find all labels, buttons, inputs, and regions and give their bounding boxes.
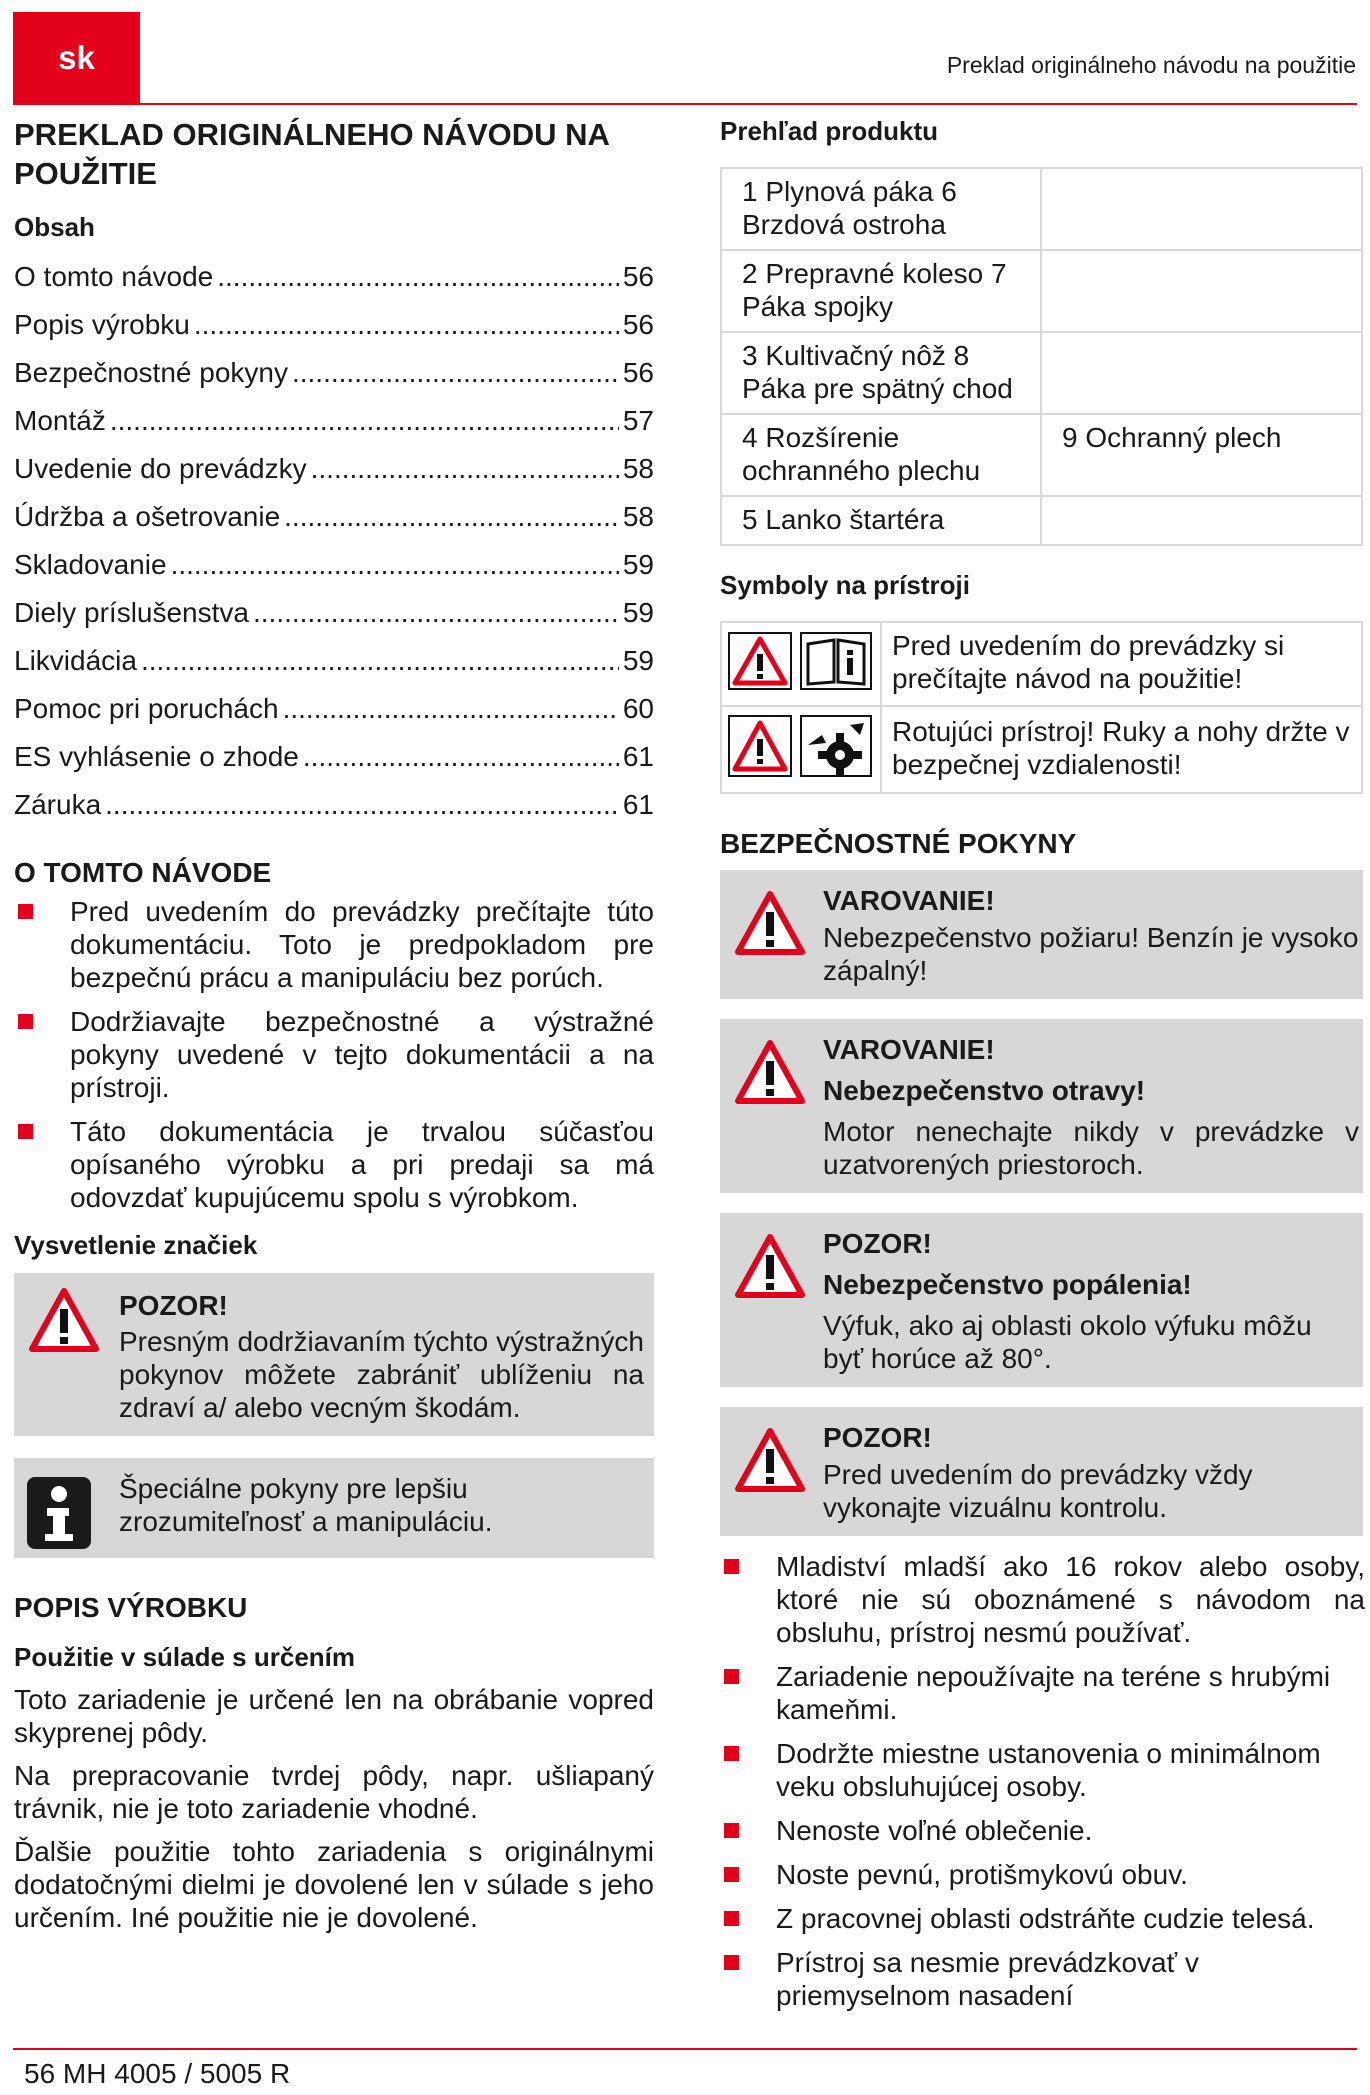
toc-entry-label: Diely príslušenstva [14,596,249,628]
toc-entry-page: 56 [622,308,654,340]
warning-icon [734,1427,806,1498]
toc-entry-label: Likvidácia [14,644,137,676]
warning-title: VAROVANIE! [823,1034,995,1065]
toc-entry-page: 57 [622,404,654,436]
warning-icon [734,1039,806,1110]
symbols-table [720,621,1363,794]
list-item: Dodržte miestne ustanovenia o minimálnom veku obsluhujúcej osoby. [720,1737,1365,1803]
warning-text: Nebezpečenstvo požiaru! Benzín je vysoko zápalný! [823,922,1359,986]
toc-entry[interactable] [14,301,654,349]
table-cell [1041,332,1362,414]
table-cell: 1 Plynová páka 6 Brzdová ostroha [721,168,1041,250]
header-divider [13,103,1357,105]
page-header-title: Preklad originálneho návodu na použitie [946,52,1356,78]
table-cell [1041,168,1362,250]
manual-icon [800,632,872,697]
table-cell [1041,250,1362,332]
legend-info-notice [14,1458,654,1558]
list-item: Táto dokumentácia je trvalou súčasťou opísaného výrobku a pri predaji sa má odovzdať kupujúcemu spolu s výrobkom. [14,1115,654,1214]
toc-entry[interactable] [14,253,654,301]
info-text: Špeciálne pokyny pre lepšiu zrozumiteľnosť a manipuláciu. [119,1472,493,1537]
toc-dots [283,685,619,733]
list-item: Mladiství mladší ako 16 rokov alebo osoby, ktoré nie sú oboznámené s návodom na obsluhu, prístroj nesmú používať. [720,1550,1365,1649]
warning-title: VAROVANIE! [823,885,995,916]
symbol-icons [721,706,881,793]
table-of-contents [14,253,654,829]
toc-entry-page: 59 [622,644,654,676]
warning-title: POZOR! [823,1422,932,1453]
main-title: PREKLAD ORIGINÁLNEHO NÁVODU NA POUŽITIE [14,117,609,191]
toc-entry-label: Montáž [14,404,106,436]
warning-subtitle: Nebezpečenstvo popálenia! [823,1269,1192,1300]
toc-entry[interactable] [14,445,654,493]
table-row [721,168,1362,250]
intended-use-title: Použitie v súlade s určením [14,1641,355,1672]
toc-dots [141,637,619,685]
table-cell [1041,496,1362,545]
about-bullet-list [14,895,654,1214]
toc-dots [110,397,619,445]
toc-entry-page: 61 [622,740,654,772]
page-footer: 56 MH 4005 / 5005 R [24,2058,291,2089]
toc-entry-label: ES vyhlásenie o zhode [14,740,299,772]
toc-entry-label: Uvedenie do prevádzky [14,452,307,484]
footer-divider [13,2048,1357,2050]
list-item: Noste pevnú, protišmykovú obuv. [720,1858,1365,1891]
toc-dots [303,733,619,781]
warning-subtitle: Nebezpečenstvo otravy! [823,1075,1146,1106]
warning-icon [28,1287,100,1358]
intended-use-paragraph: Na prepracovanie tvrdej pôdy, napr. ušliapaný trávnik, nie je toto zariadenie vhodné. [14,1759,654,1824]
table-row [721,250,1362,332]
toc-entry-page: 59 [622,548,654,580]
toc-entry[interactable] [14,349,654,397]
toc-dots [292,349,619,397]
rotating-tool-icon [800,715,872,784]
toc-dots [253,589,619,637]
table-cell: 2 Prepravné koleso 7 Páka spojky [721,250,1041,332]
left-column [14,110,654,1944]
toc-entry-page: 58 [622,500,654,532]
warning-box-fire [720,870,1363,999]
toc-entry-label: Bezpečnostné pokyny [14,356,288,388]
toc-dots [171,541,619,589]
safety-section-title: BEZPEČNOSTNÉ POKYNY [720,828,1077,859]
legend-title: Vysvetlenie značiek [14,1229,258,1260]
toc-entry[interactable] [14,781,654,829]
toc-entry[interactable] [14,397,654,445]
table-cell: 9 Ochranný plech [1041,414,1362,496]
toc-entry[interactable] [14,733,654,781]
overview-title: Prehľad produktu [720,116,939,146]
toc-entry-page: 58 [622,452,654,484]
toc-entry-label: Skladovanie [14,548,167,580]
about-section-title: O TOMTO NÁVODE [14,856,272,888]
toc-entry-label: O tomto návode [14,260,214,292]
toc-entry[interactable] [14,589,654,637]
list-item: Dodržiavajte bezpečnostné a výstražné pokyny uvedené v tejto dokumentácii a na prístroji. [14,1005,654,1104]
notice-title: POZOR! [119,1289,228,1321]
table-cell: 4 Rozšírenie ochranného plechu [721,414,1041,496]
intended-use-paragraph: Ďalšie použitie tohto zariadenia s originálnymi dodatočnými dielmi je dovolené len v súlade s jeho určením. Iné použitie nie je dovolené. [14,1835,654,1933]
warning-box-inspection [720,1407,1363,1536]
product-overview-table [720,167,1363,546]
toc-entry-page: 59 [622,596,654,628]
symbols-title: Symboly na prístroji [720,570,970,600]
table-cell: 5 Lanko štartéra [721,496,1041,545]
warning-icon [728,715,792,784]
toc-entry-label: Popis výrobku [14,308,190,340]
toc-dots [217,253,619,301]
table-row [721,414,1362,496]
toc-dots [284,493,619,541]
warning-box-burn [720,1213,1363,1387]
list-item: Pred uvedením do prevádzky prečítajte túto dokumentáciu. Toto je predpokladom pre bezpečnú prácu a manipuláciu bez porúch. [14,895,654,994]
warning-text: Motor nenechajte nikdy v prevádzke v uzatvorených priestoroch. [823,1116,1359,1180]
warning-icon [734,890,806,961]
symbol-description: Rotujúci prístroj! Ruky a nohy držte v bezpečnej vzdialenosti! [881,706,1362,793]
toc-entry-page: 56 [622,356,654,388]
toc-entry[interactable] [14,493,654,541]
toc-entry-label: Údržba a ošetrovanie [14,500,281,532]
info-icon [26,1476,92,1555]
warning-icon [728,632,792,697]
language-tab: sk [13,12,140,104]
table-row [721,706,1362,793]
table-row [721,332,1362,414]
table-row [721,496,1362,545]
toc-entry[interactable] [14,637,654,685]
safety-bullet-list [720,1550,1365,2012]
list-item: Zariadenie nepoužívajte na teréne s hrubými kameňmi. [720,1660,1365,1726]
symbol-description: Pred uvedením do prevádzky si prečítajte návod na použitie! [881,622,1362,706]
toc-entry-page: 60 [622,692,654,724]
toc-entry-label: Pomoc pri poruchách [14,692,279,724]
toc-dots [105,781,619,829]
notice-text: Presným dodržiavaním týchto výstražných pokynov môžete zabrániť ublíženiu na zdraví a/ alebo vecným škodám. [119,1325,644,1423]
warning-text: Výfuk, ako aj oblasti okolo výfuku môžu byť horúce až 80°. [823,1310,1312,1374]
toc-entry[interactable] [14,541,654,589]
warning-title: POZOR! [823,1228,932,1259]
legend-caution-notice [14,1273,654,1436]
table-cell: 3 Kultivačný nôž 8 Páka pre spätný chod [721,332,1041,414]
list-item: Prístroj sa nesmie prevádzkovať v priemyselnom nasadení [720,1946,1365,2012]
warning-icon [734,1233,806,1304]
toc-entry-page: 61 [622,788,654,820]
toc-entry-page: 56 [622,260,654,292]
toc-dots [311,445,619,493]
toc-dots [194,301,619,349]
symbol-icons [721,622,881,706]
warning-text: Pred uvedením do prevádzky vždy vykonajte vizuálnu kontrolu. [823,1459,1253,1523]
list-item: Z pracovnej oblasti odstráňte cudzie telesá. [720,1902,1365,1935]
intended-use-paragraph: Toto zariadenie je určené len na obrábanie vopred skyprenej pôdy. [14,1683,654,1748]
list-item: Nenoste voľné oblečenie. [720,1814,1365,1847]
table-row [721,622,1362,706]
product-section-title: POPIS VÝROBKU [14,1591,248,1623]
toc-entry[interactable] [14,685,654,733]
toc-title: Obsah [14,211,95,242]
toc-entry-label: Záruka [14,788,102,820]
warning-box-poisoning [720,1019,1363,1193]
right-column [720,110,1365,2023]
